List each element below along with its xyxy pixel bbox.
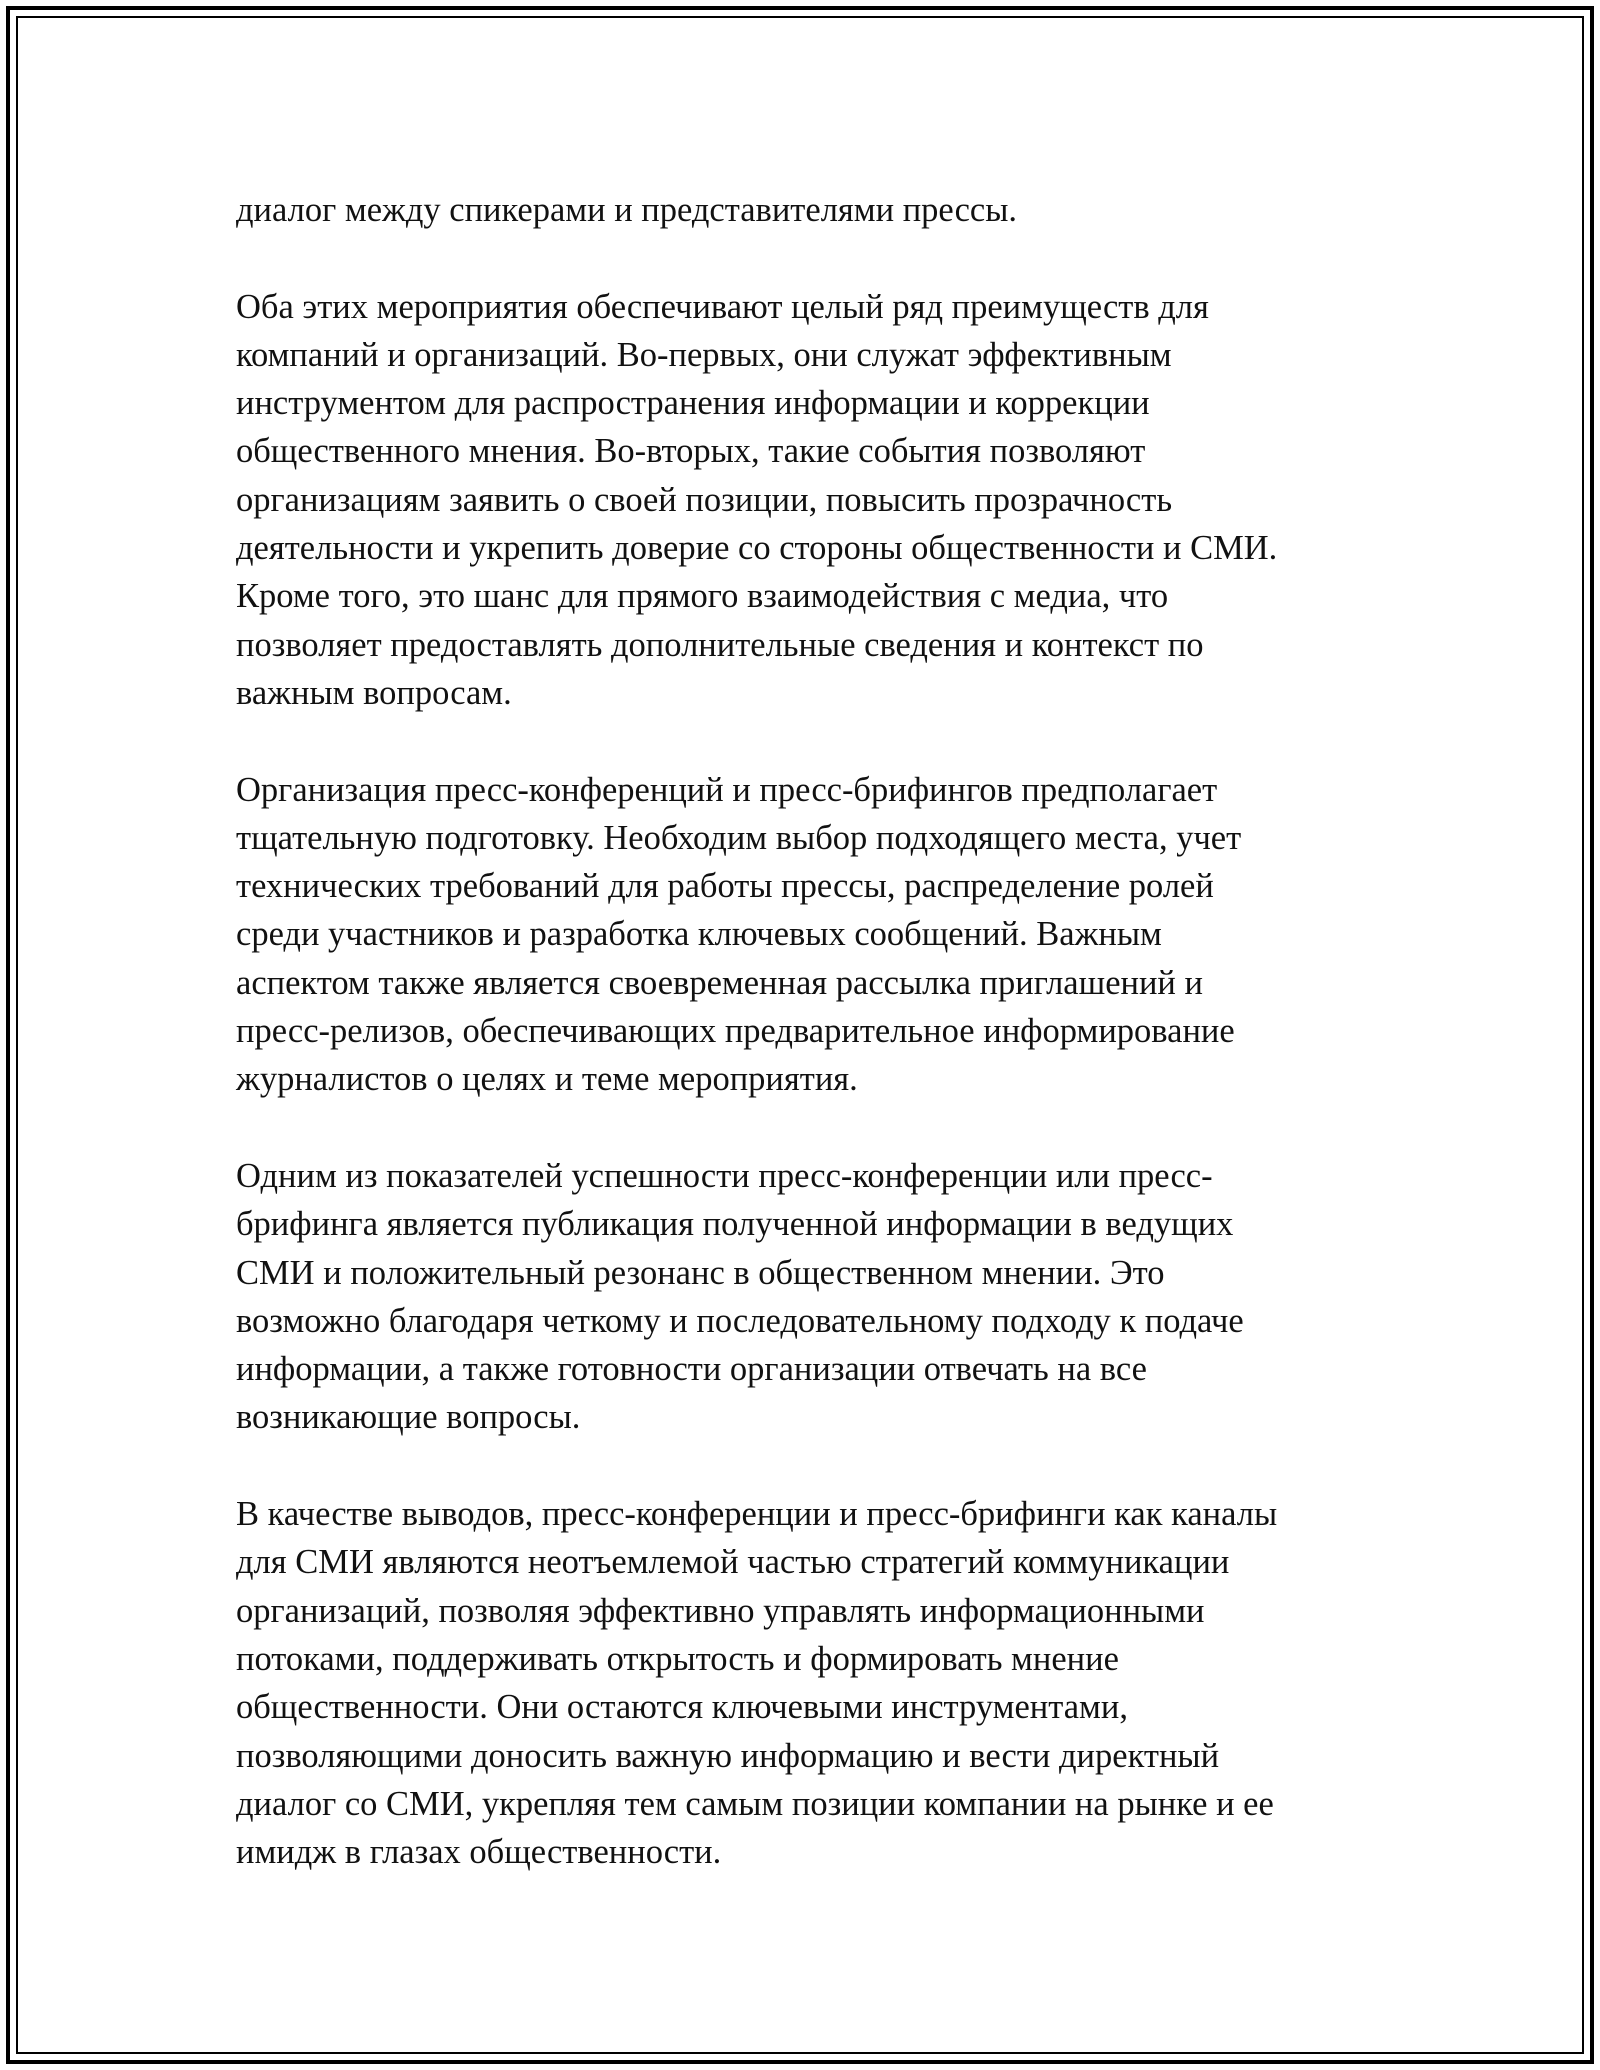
text-line: диалог со СМИ, укрепляя тем самым позиции компании на рынке и ее (236, 1784, 1274, 1823)
text-line: важным вопросам. (236, 673, 512, 712)
paragraph (236, 1152, 1386, 1442)
text-line: организаций, позволяя эффективно управлять информационными (236, 1591, 1205, 1630)
text-line: Организация пресс-конференций и пресс-брифингов предполагает (236, 770, 1218, 809)
text-line: компаний и организаций. Во-первых, они служат эффективным (236, 335, 1172, 374)
text-line: брифинга является публикация полученной информации в ведущих (236, 1205, 1234, 1244)
text-line: возникающие вопросы. (236, 1398, 581, 1437)
text-line: для СМИ являются неотъемлемой частью стратегий коммуникации (236, 1543, 1230, 1582)
paragraph (236, 1490, 1386, 1876)
text-line: Одним из показателей успешности пресс-конференции или пресс- (236, 1156, 1213, 1195)
text-line: инструментом для распространения информации и коррекции (236, 384, 1150, 423)
text-line: Кроме того, это шанс для прямого взаимодействия с медиа, что (236, 577, 1169, 616)
paragraph (236, 283, 1386, 718)
document-body (236, 186, 1386, 1925)
text-line: тщательную подготовку. Необходим выбор подходящего места, учет (236, 818, 1242, 857)
text-line: организациям заявить о своей позиции, повысить прозрачность (236, 480, 1173, 519)
text-line: Оба этих мероприятия обеспечивают целый ряд преимуществ для (236, 287, 1209, 326)
text-line: технических требований для работы прессы, распределение ролей (236, 867, 1214, 906)
text-line: журналистов о целях и теме мероприятия. (236, 1060, 858, 1099)
text-line: В качестве выводов, пресс-конференции и пресс-брифинги как каналы (236, 1495, 1278, 1534)
text-line: пресс-релизов, обеспечивающих предварительное информирование (236, 1012, 1235, 1051)
text-line: среди участников и разработка ключевых сообщений. Важным (236, 915, 1162, 954)
text-line: СМИ и положительный резонанс в общественном мнении. Это (236, 1253, 1165, 1292)
paragraph (236, 186, 1386, 234)
paragraph (236, 766, 1386, 1104)
text-line: возможно благодаря четкому и последовательному подходу к подаче (236, 1301, 1244, 1340)
text-line: позволяющими доносить важную информацию и вести директный (236, 1736, 1220, 1775)
text-line: позволяет предоставлять дополнительные сведения и контекст по (236, 625, 1204, 664)
text-line: потоками, поддерживать открытость и формировать мнение (236, 1639, 1119, 1678)
text-line: диалог между спикерами и представителями прессы. (236, 191, 1018, 229)
text-line: аспектом также является своевременная рассылка приглашений и (236, 963, 1203, 1002)
text-line: общественного мнения. Во-вторых, такие события позволяют (236, 432, 1146, 471)
text-line: информации, а также готовности организации отвечать на все (236, 1350, 1147, 1389)
text-line: имидж в глазах общественности. (236, 1833, 722, 1872)
text-line: деятельности и укрепить доверие со стороны общественности и СМИ. (236, 529, 1278, 568)
text-line: общественности. Они остаются ключевыми инструментами, (236, 1688, 1128, 1727)
